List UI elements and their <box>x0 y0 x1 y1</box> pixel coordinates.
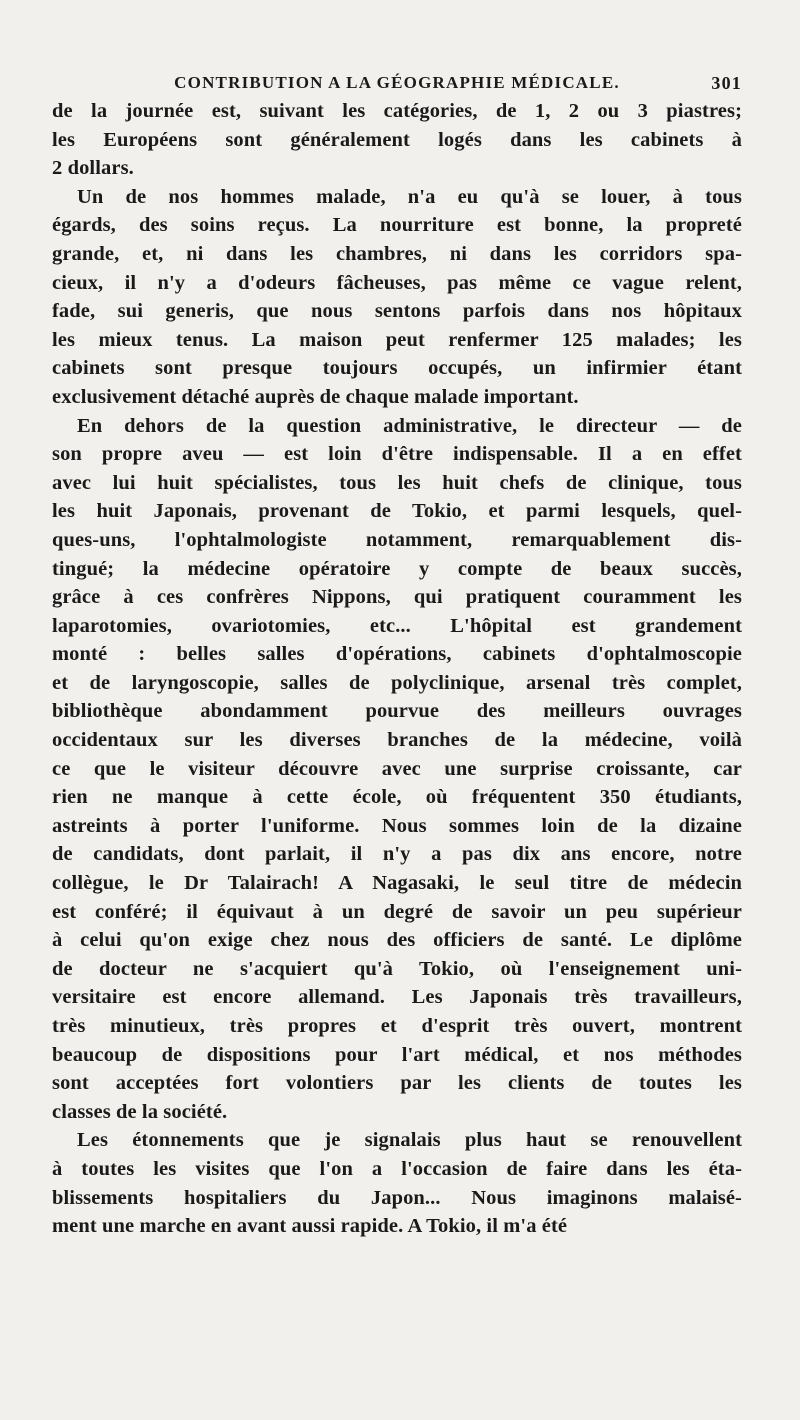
page-number: 301 <box>711 73 742 93</box>
text-line: occidentaux sur les diverses branches de la médecine, voilà <box>52 729 742 752</box>
text-line: sont acceptées fort volontiers par les clients de toutes les <box>52 1072 742 1095</box>
paragraph <box>52 183 742 412</box>
body-text <box>52 97 742 1241</box>
text-line: grande, et, ni dans les chambres, ni dans les corridors spa- <box>52 242 742 265</box>
paragraph <box>52 412 742 1127</box>
text-line: Un de nos hommes malade, n'a eu qu'à se louer, à tous <box>77 185 742 208</box>
text-line: monté : belles salles d'opérations, cabinets d'ophtalmoscopie <box>52 643 742 666</box>
text-line: versitaire est encore allemand. Les Japonais très travailleurs, <box>52 986 742 1009</box>
text-line: égards, des soins reçus. La nourriture est bonne, la propreté <box>52 214 742 237</box>
text-line: cieux, il n'y a d'odeurs fâcheuses, pas même ce vague relent, <box>52 271 742 294</box>
text-line: collègue, le Dr Talairach! A Nagasaki, le seul titre de médecin <box>52 872 742 895</box>
text-line: ce que le visiteur découvre avec une surprise croissante, car <box>52 757 742 780</box>
text-line: de docteur ne s'acquiert qu'à Tokio, où l'enseignement uni- <box>52 957 742 980</box>
text-line: de candidats, dont parlait, il n'y a pas dix ans encore, notre <box>52 843 742 866</box>
text-line: En dehors de la question administrative, le directeur — de <box>77 414 742 437</box>
text-line: et de laryngoscopie, salles de polyclinique, arsenal très complet, <box>52 671 742 694</box>
text-line: astreints à porter l'uniforme. Nous sommes loin de la dizaine <box>52 814 742 837</box>
text-line: blissements hospitaliers du Japon... Nous imaginons malaisé- <box>52 1186 742 1209</box>
text-line: avec lui huit spécialistes, tous les huit chefs de clinique, tous <box>52 471 742 494</box>
text-line: fade, sui generis, que nous sentons parfois dans nos hôpitaux <box>52 300 742 323</box>
text-line: exclusivement détaché auprès de chaque malade important. <box>52 385 579 408</box>
text-line: est conféré; il équivaut à un degré de savoir un peu supérieur <box>52 900 742 923</box>
paragraph <box>52 97 742 183</box>
text-line: ment une marche en avant aussi rapide. A Tokio, il m'a été <box>52 1215 568 1238</box>
text-line: très minutieux, très propres et d'esprit très ouvert, montrent <box>52 1015 742 1037</box>
text-line: classes de la société. <box>52 1100 228 1123</box>
running-title: CONTRIBUTION A LA GÉOGRAPHIE MÉDICALE. <box>174 73 620 92</box>
text-line: son propre aveu — est loin d'être indispensable. Il a en effet <box>52 443 742 466</box>
text-line: les mieux tenus. La maison peut renfermer 125 malades; les <box>52 328 742 351</box>
text-line: les Européens sont généralement logés dans les cabinets à <box>52 128 742 151</box>
text-line: tingué; la médecine opératoire y compte de beaux succès, <box>52 557 742 580</box>
text-line: à toutes les visites que l'on a l'occasion de faire dans les éta- <box>52 1157 742 1180</box>
paragraph <box>52 1126 742 1240</box>
text-line: bibliothèque abondamment pourvue des meilleurs ouvrages <box>52 700 742 723</box>
text-line: ques-uns, l'ophtalmologiste notamment, remarquablement dis- <box>52 528 742 551</box>
text-line: à celui qu'on exige chez nous des officiers de santé. Le diplôme <box>52 929 742 952</box>
text-line: les huit Japonais, provenant de Tokio, et parmi lesquels, quel- <box>52 500 742 523</box>
text-line: laparotomies, ovariotomies, etc... L'hôpital est grandement <box>52 614 742 637</box>
text-line: cabinets sont presque toujours occupés, un infirmier étant <box>52 357 742 380</box>
text-line: 2 dollars. <box>52 157 134 180</box>
text-line: beaucoup de dispositions pour l'art médical, et nos méthodes <box>52 1043 742 1066</box>
text-line: de la journée est, suivant les catégories, de 1, 2 ou 3 piastres; <box>52 100 742 122</box>
running-head <box>52 63 742 97</box>
text-line: rien ne manque à cette école, où fréquentent 350 étudiants, <box>52 786 742 809</box>
text-line: Les étonnements que je signalais plus haut se renouvellent <box>77 1129 742 1152</box>
text-line: grâce à ces confrères Nippons, qui pratiquent couramment les <box>52 586 742 609</box>
